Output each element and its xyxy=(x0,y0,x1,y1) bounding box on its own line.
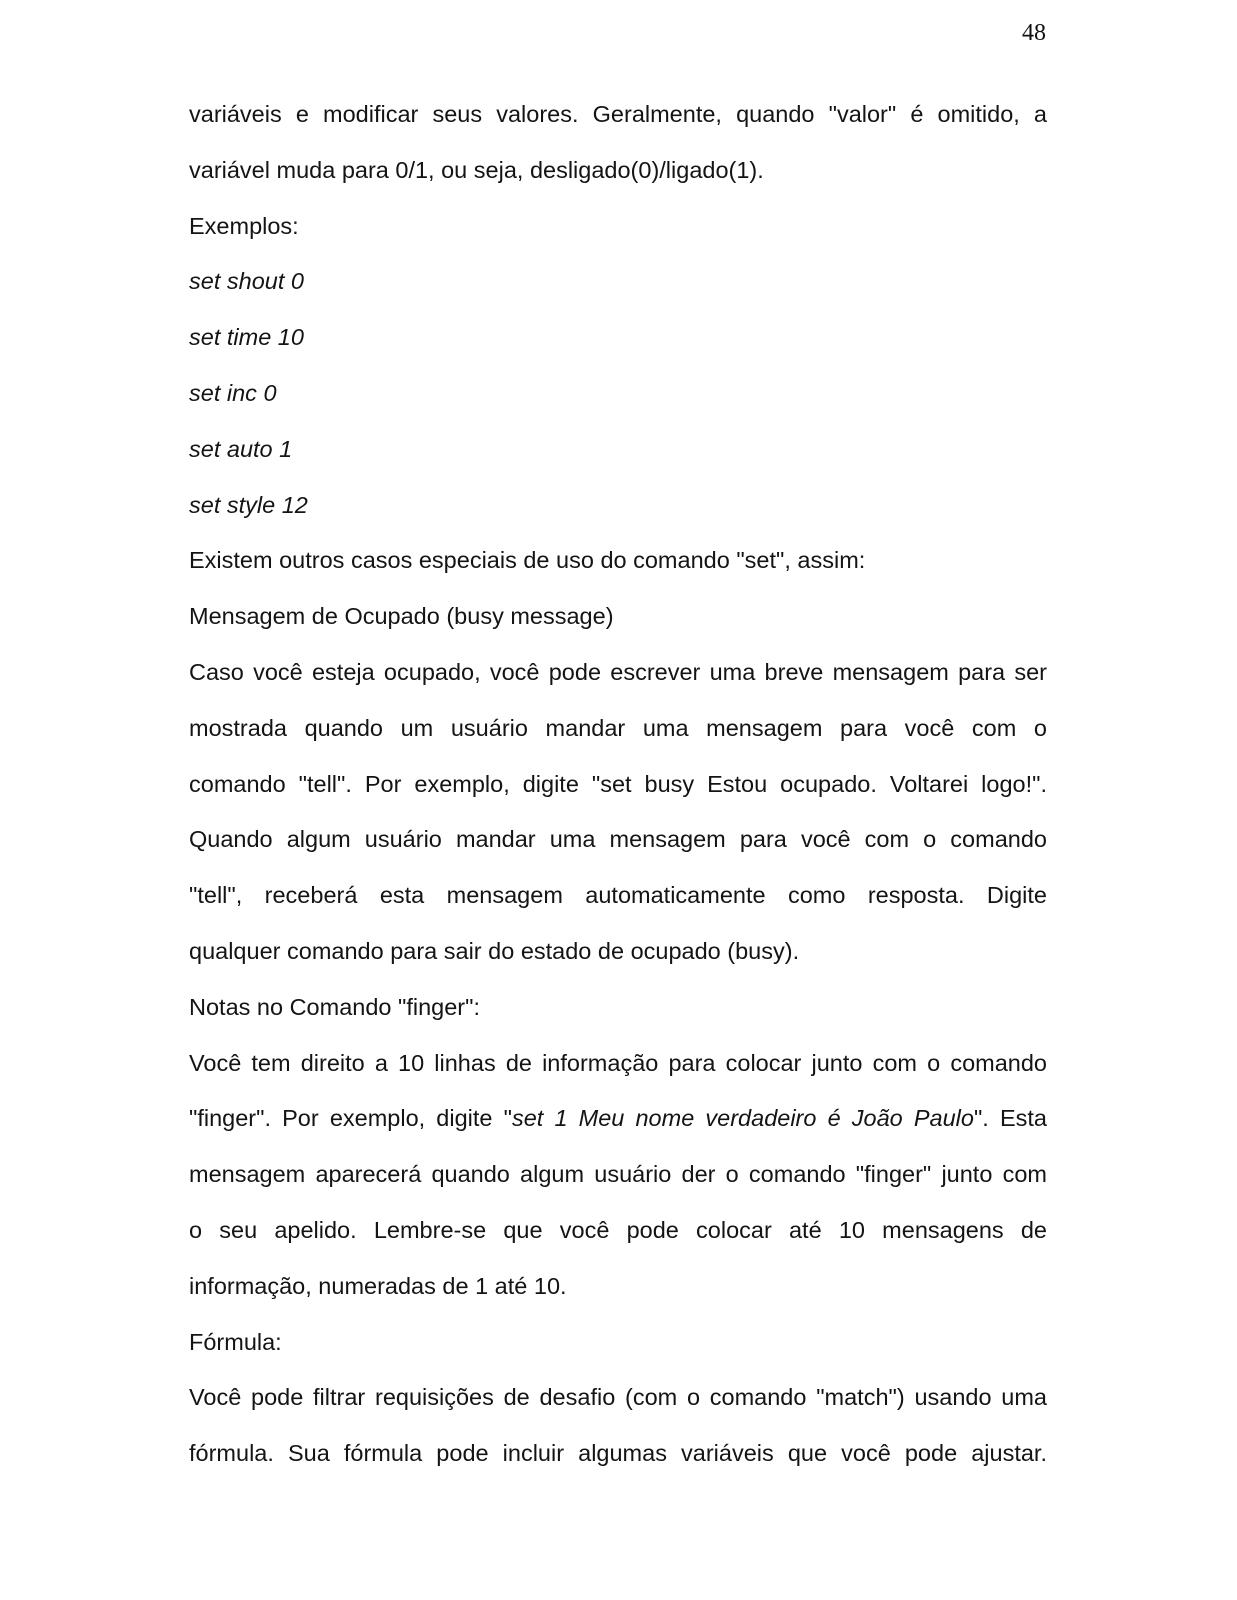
text-segment: o seu apelido. Lembre-se que você pode colocar até 10 mensagens de xyxy=(189,1216,1047,1243)
italic-text-segment: set style 12 xyxy=(189,491,308,518)
text-line xyxy=(189,757,1047,813)
text-segment: variável muda para 0/1, ou seja, desligado(0)/ligado(1). xyxy=(189,156,764,183)
text-segment: Fórmula: xyxy=(189,1328,282,1355)
text-line xyxy=(189,422,1047,478)
text-line xyxy=(189,924,1047,980)
text-segment: informação, numeradas de 1 até 10. xyxy=(189,1272,567,1299)
text-segment: mensagem aparecerá quando algum usuário der o comando "finger" junto com xyxy=(189,1161,1047,1188)
text-segment: Exemplos: xyxy=(189,212,299,239)
document-body xyxy=(189,87,1047,1482)
text-segment: "finger". Por exemplo, digite " xyxy=(189,1105,512,1132)
text-line xyxy=(189,868,1047,924)
text-line xyxy=(189,1370,1047,1426)
text-line xyxy=(189,366,1047,422)
text-line xyxy=(189,1147,1047,1203)
text-line xyxy=(189,1259,1047,1315)
text-line xyxy=(189,645,1047,701)
text-line xyxy=(189,199,1047,255)
text-segment: Você tem direito a 10 linhas de informação para colocar junto com o comando xyxy=(189,1049,1047,1076)
text-segment: Mensagem de Ocupado (busy message) xyxy=(189,603,614,630)
text-line xyxy=(189,143,1047,199)
text-line xyxy=(189,254,1047,310)
italic-text-segment: set time 10 xyxy=(189,324,304,351)
text-segment: ". Esta xyxy=(973,1105,1047,1132)
text-line xyxy=(189,1091,1047,1147)
text-segment: fórmula. Sua fórmula pode incluir algumas variáveis que você pode ajustar. xyxy=(189,1440,1047,1467)
text-segment: Quando algum usuário mandar uma mensagem para você com o comando xyxy=(189,826,1047,853)
italic-text-segment: set shout 0 xyxy=(189,268,304,295)
text-line xyxy=(189,1203,1047,1259)
text-segment: mostrada quando um usuário mandar uma mensagem para você com o xyxy=(189,714,1047,741)
text-line xyxy=(189,812,1047,868)
text-line xyxy=(189,533,1047,589)
text-segment: variáveis e modificar seus valores. Geralmente, quando "valor" é omitido, a xyxy=(189,101,1047,127)
text-line xyxy=(189,589,1047,645)
text-line xyxy=(189,1426,1047,1482)
text-line xyxy=(189,701,1047,757)
text-line xyxy=(189,980,1047,1036)
italic-text-segment: set auto 1 xyxy=(189,435,293,462)
text-line xyxy=(189,1036,1047,1092)
text-segment: Caso você esteja ocupado, você pode escrever uma breve mensagem para ser xyxy=(189,658,1047,685)
page-number: 48 xyxy=(1022,20,1046,46)
text-line xyxy=(189,87,1047,143)
text-segment: Notas no Comando "finger": xyxy=(189,993,481,1020)
text-segment: "tell", receberá esta mensagem automaticamente como resposta. Digite xyxy=(189,882,1047,909)
text-line xyxy=(189,478,1047,534)
text-segment: Você pode filtrar requisições de desafio (com o comando "match") usando uma xyxy=(189,1384,1047,1411)
italic-text-segment: set 1 Meu nome verdadeiro é João Paulo xyxy=(511,1105,974,1132)
text-line xyxy=(189,1315,1047,1371)
text-segment: comando "tell". Por exemplo, digite "set busy Estou ocupado. Voltarei logo!". xyxy=(189,770,1047,797)
text-segment: Existem outros casos especiais de uso do comando "set", assim: xyxy=(189,547,866,574)
text-line xyxy=(189,310,1047,366)
text-segment: qualquer comando para sair do estado de ocupado (busy). xyxy=(189,937,800,964)
italic-text-segment: set inc 0 xyxy=(189,379,277,406)
